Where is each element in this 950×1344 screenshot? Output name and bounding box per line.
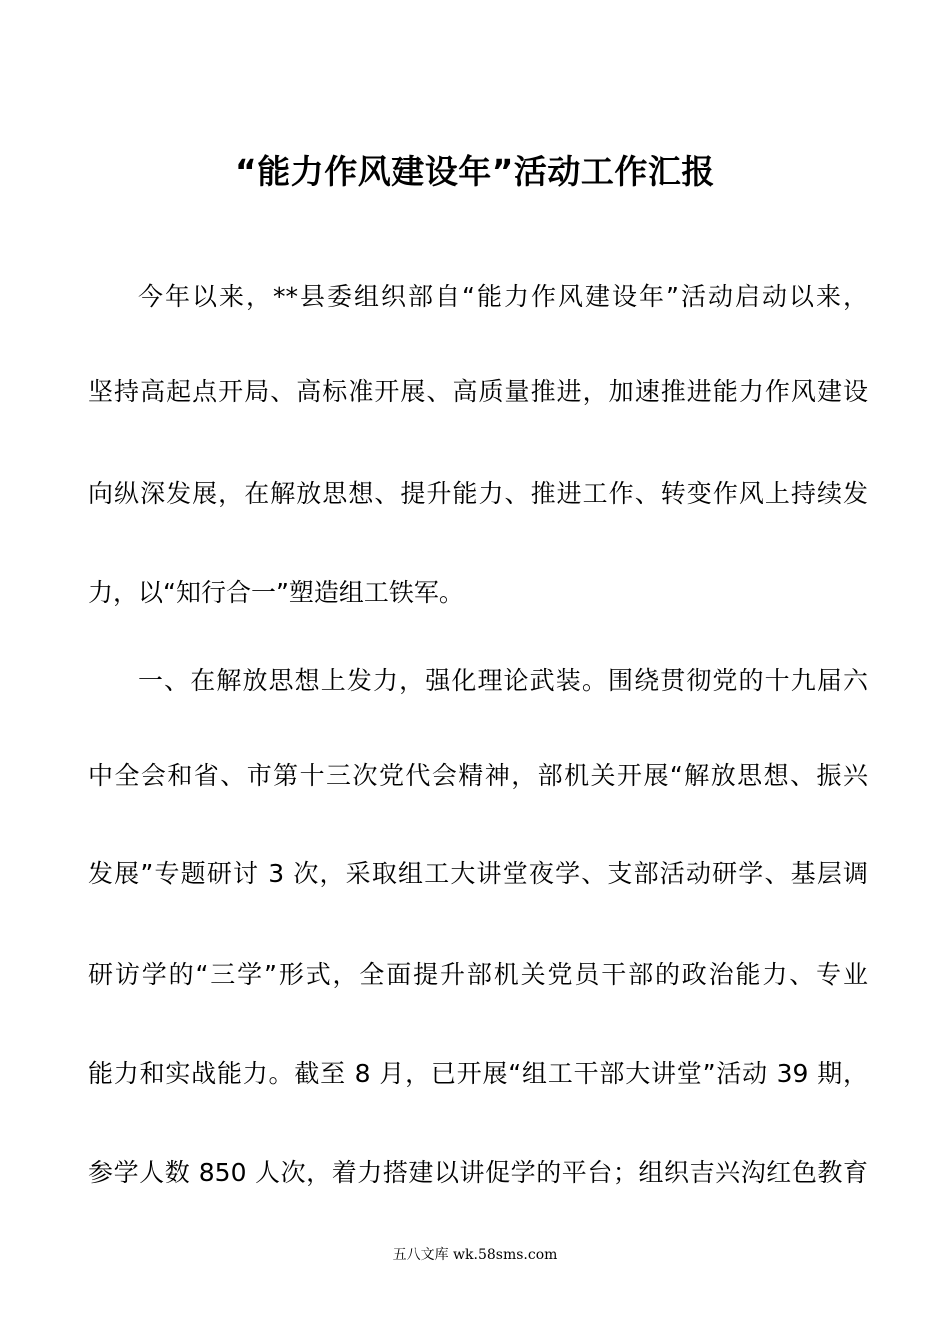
paragraph-line-3: 向纵深发展，在解放思想、提升能力、推进工作、转变作风上持续发 <box>88 479 868 508</box>
footer-watermark: 五八文库 wk.58sms.com <box>392 1247 558 1263</box>
paragraph-line-5: 一、在解放思想上发力，强化理论武装。围绕贯彻党的十九届六 <box>138 666 868 695</box>
paragraph-line-6: 中全会和省、市第十三次党代会精神，部机关开展“解放思想、振兴 <box>88 761 868 790</box>
paragraph-line-7: 发展”专题研讨 3 次，采取组工大讲堂夜学、支部活动研学、基层调 <box>88 859 868 888</box>
document-title: “能力作风建设年”活动工作汇报 <box>235 152 715 191</box>
paragraph-line-9: 能力和实战能力。截至 8 月，已开展“组工干部大讲堂”活动 39 期， <box>88 1059 868 1088</box>
paragraph-line-8: 研访学的“三学”形式，全面提升部机关党员干部的政治能力、专业 <box>88 960 868 989</box>
paragraph-line-4: 力，以“知行合一”塑造组工铁军。 <box>88 578 464 607</box>
paragraph-line-10: 参学人数 850 人次，着力搭建以讲促学的平台；组织吉兴沟红色教育 <box>88 1158 868 1187</box>
paragraph-line-1: 今年以来，**县委组织部自“能力作风建设年”活动启动以来， <box>138 282 868 311</box>
paragraph-line-2: 坚持高起点开局、高标准开展、高质量推进，加速推进能力作风建设 <box>88 377 868 406</box>
